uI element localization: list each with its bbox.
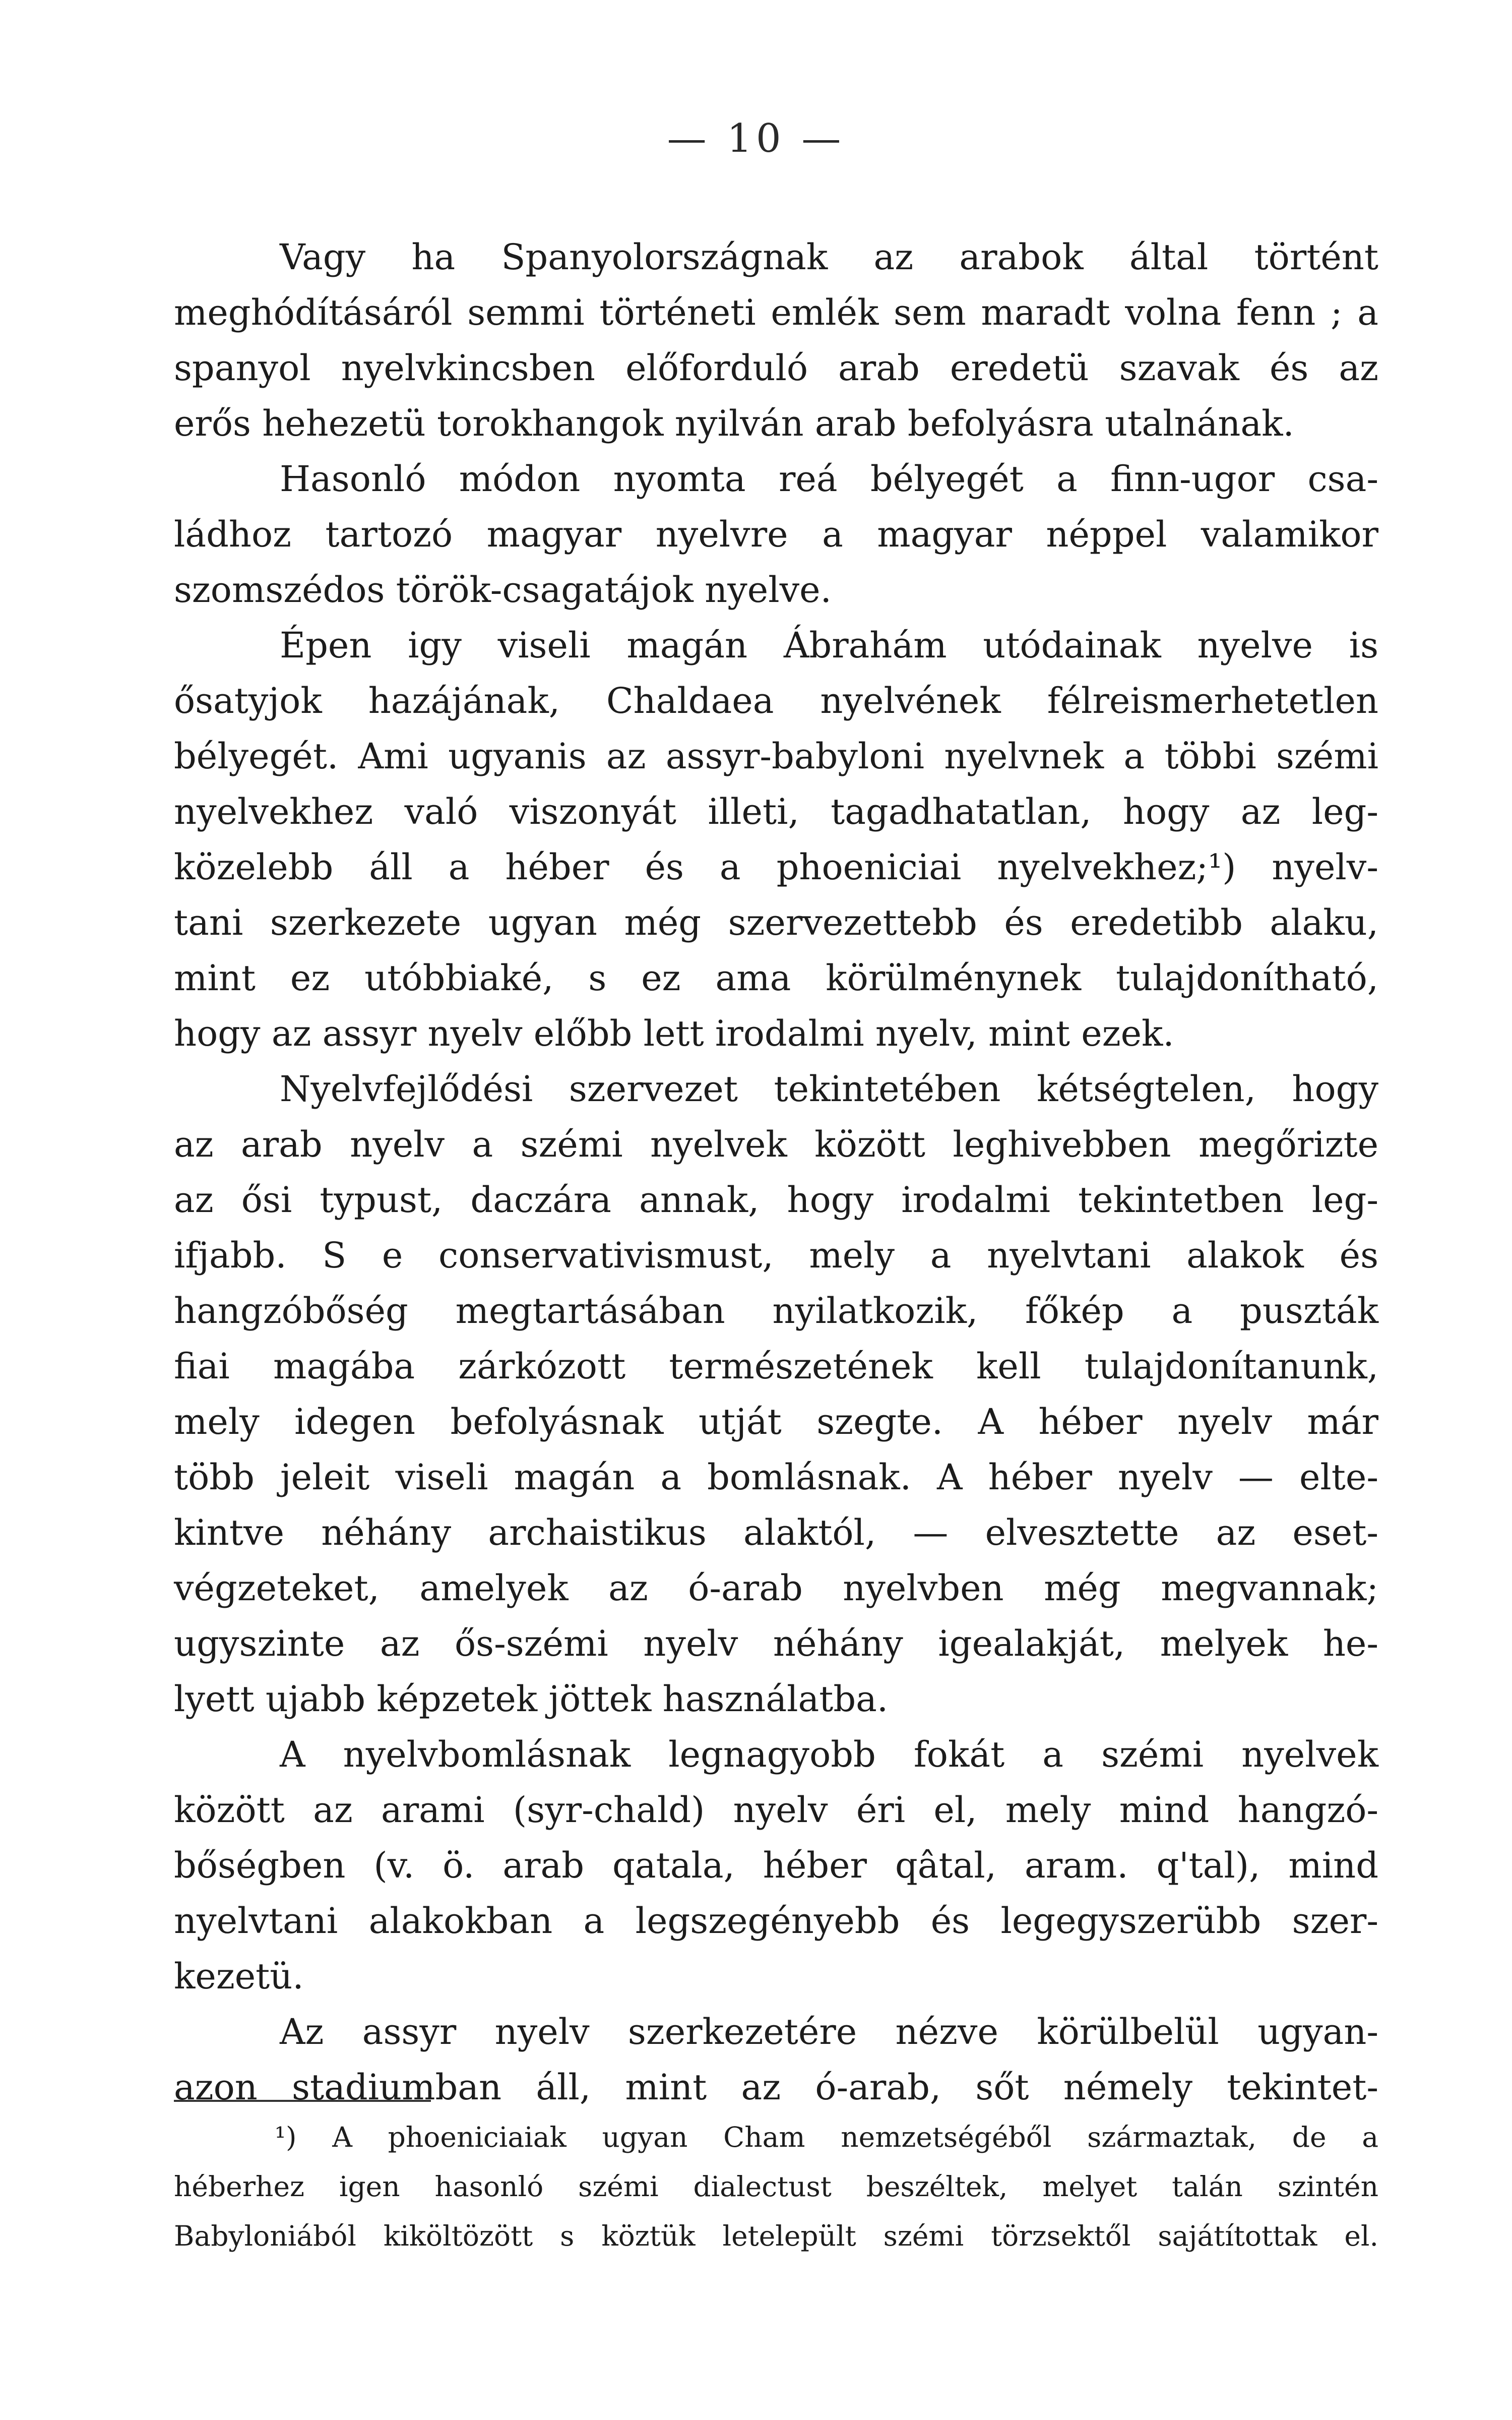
- paragraph-line: szomszédos török-csagatájok nyelve.: [174, 569, 832, 611]
- paragraph-line: bőségben (v. ö. arab qatala, héber qâtal, aram. q'tal), mind: [174, 1845, 1378, 1886]
- paragraph-line: végzeteket, amelyek az ó-arab nyelvben még megvannak;: [174, 1567, 1378, 1609]
- paragraph-line: között az arami (syr-chald) nyelv éri el, mely mind hangzó-: [174, 1789, 1378, 1831]
- paragraph-line: hogy az assyr nyelv előbb lett irodalmi nyelv, mint ezek.: [174, 1013, 1174, 1054]
- paragraph-line: hangzóbőség megtartásában nyilatkozik, főkép a puszták: [174, 1290, 1378, 1332]
- paragraph-line: közelebb áll a héber és a phoeniciai nyelvekhez;¹) nyelv-: [174, 846, 1378, 888]
- paragraph-line: Nyelvfejlődési szervezet tekintetében kétségtelen, hogy: [280, 1068, 1378, 1110]
- paragraph-line: lyett ujabb képzetek jöttek használatba.: [174, 1678, 889, 1720]
- paragraph-line: Hasonló módon nyomta reá bélyegét a finn-ugor csa-: [280, 458, 1378, 500]
- paragraph-line: meghódításáról semmi történeti emlék sem maradt volna fenn ; a: [174, 292, 1378, 333]
- paragraph-line: ugyszinte az ős-szémi nyelv néhány igealakját, melyek he-: [174, 1623, 1378, 1664]
- page-number: — 10 —: [667, 116, 845, 161]
- paragraph-line: Az assyr nyelv szerkezetére nézve körülbelül ugyan-: [280, 2011, 1378, 2052]
- paragraph-line: ládhoz tartozó magyar nyelvre a magyar néppel valamikor: [174, 514, 1378, 555]
- paragraph-line: fiai magába zárkózott természetének kell tulajdonítanunk,: [174, 1346, 1378, 1387]
- paragraph-line: ősatyjok hazájának, Chaldaea nyelvének félreismerhetetlen: [174, 680, 1378, 721]
- footnote-divider: [174, 2100, 431, 2102]
- paragraph-line: azon stadiumban áll, mint az ó-arab, sőt némely tekintet-: [174, 2067, 1378, 2108]
- footnote-line: Babyloniából kiköltözött s köztük letelepült szémi törzsektől sajátítottak el.: [174, 2220, 1378, 2252]
- footnote: [174, 2112, 1378, 2261]
- paragraph-line: ifjabb. S e conservativismust, mely a nyelvtani alakok és: [174, 1235, 1378, 1276]
- paragraph-line: spanyol nyelvkincsben előforduló arab eredetü szavak és az: [174, 347, 1378, 389]
- paragraph-line: A nyelvbomlásnak legnagyobb fokát a szémi nyelvek: [280, 1734, 1378, 1775]
- paragraph-line: mint ez utóbbiaké, s ez ama körülménynek tulajdonítható,: [174, 957, 1378, 999]
- footnote-line: ¹) A phoeniciaiak ugyan Cham nemzetségéből származtak, de a: [275, 2121, 1378, 2153]
- paragraph-line: bélyegét. Ami ugyanis az assyr-babyloni nyelvnek a többi szémi: [174, 736, 1378, 777]
- paragraph-line: erős hehezetü torokhangok nyilván arab befolyásra utalnának.: [174, 403, 1294, 444]
- paragraph-line: Vagy ha Spanyolországnak az arabok által történt: [280, 236, 1378, 278]
- paragraph-line: több jeleit viseli magán a bomlásnak. A héber nyelv — elte-: [174, 1457, 1378, 1498]
- footnote-line: héberhez igen hasonló szémi dialectust beszéltek, melyet talán szintén: [174, 2170, 1378, 2203]
- paragraph-line: nyelvekhez való viszonyát illeti, tagadhatatlan, hogy az leg-: [174, 791, 1378, 832]
- paragraph-line: tani szerkezete ugyan még szervezettebb és eredetibb alaku,: [174, 902, 1378, 943]
- body-text: [174, 229, 1378, 2115]
- paragraph-line: nyelvtani alakokban a legszegényebb és legegyszerübb szer-: [174, 1900, 1378, 1942]
- paragraph-line: Épen igy viseli magán Ábrahám utódainak nyelve is: [280, 625, 1378, 666]
- paragraph-line: az ősi typust, daczára annak, hogy irodalmi tekintetben leg-: [174, 1179, 1378, 1221]
- paragraph-line: kezetü.: [174, 1956, 304, 1997]
- paragraph-line: az arab nyelv a szémi nyelvek között leghivebben megőrizte: [174, 1124, 1378, 1165]
- paragraph-line: kintve néhány archaistikus alaktól, — elvesztette az eset-: [174, 1512, 1378, 1553]
- paragraph-line: mely idegen befolyásnak utját szegte. A héber nyelv már: [174, 1401, 1378, 1442]
